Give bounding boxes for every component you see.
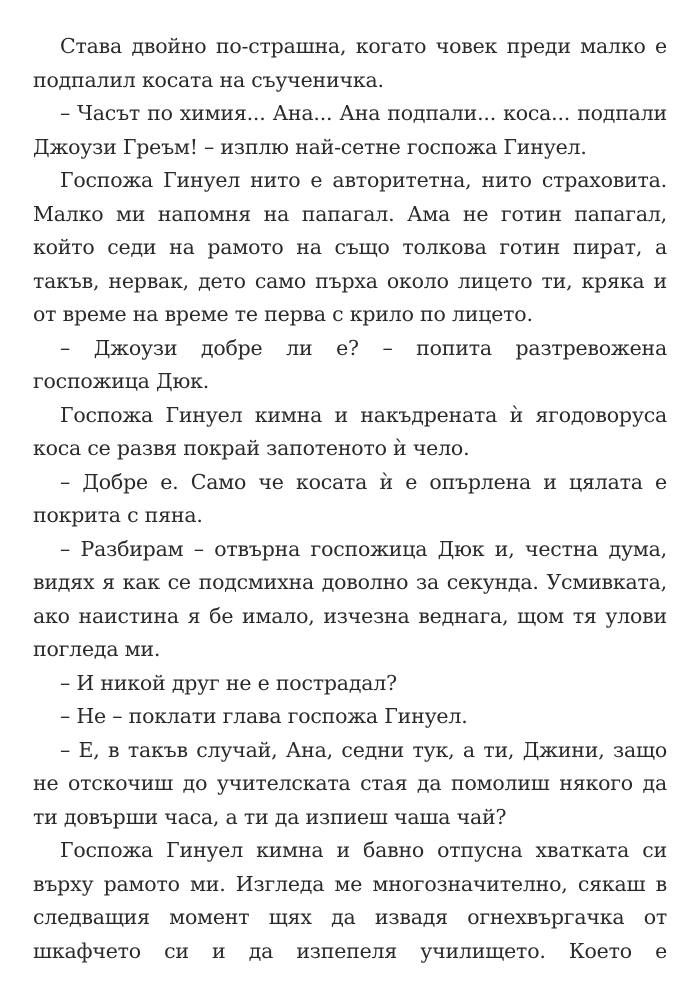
paragraph: Госпожа Гинуел нито е авторитетна, нито страховита. Малко ми напомня на папагал. Ама не готин папагал, който седи на рамото на също толкова готин пират, а такъв, нервак, дето само пърха около лицето ти, кряка и от време на време те перва с крило по лицето.	[33, 168, 667, 326]
paragraph: – И никой друг не е пострадал?	[60, 670, 397, 695]
paragraph: – Джоузи добре ли е? – попита разтревожена госпожица Дюк.	[33, 335, 667, 393]
paragraph: – Часът по химия... Ана... Ана подпали... коса... подпали Джоузи Греъм! – изплю най-сетне госпожа Гинуел.	[33, 101, 667, 159]
paragraph: Госпожа Гинуел кимна и бавно отпусна хватката си върху рамото ми. Изгледа ме многозначително, сякаш в следващия момент щях да извадя огнехвъргачка от шкафчето си и да изпепеля училището. Което е	[33, 838, 667, 963]
paragraph: – Добре е. Само че косата ѝ е опърлена и цялата е покрита с пяна.	[33, 469, 667, 527]
paragraph: Става двойно по-страшна, когато човек преди малко е подпалил косата на съученичка.	[33, 34, 667, 92]
paragraph: Госпожа Гинуел кимна и накъдрената ѝ ягодоворуса коса се развя покрай запотеното ѝ чело.	[33, 402, 667, 460]
book-page	[33, 30, 667, 968]
paragraph: – Разбирам – отвърна госпожица Дюк и, честна дума, видях я как се подсмихна доволно за секунда. Усмивката, ако наистина я бе имало, изчезна веднага, щом тя улови погледа ми.	[33, 536, 667, 661]
paragraph: – Не – поклати глава госпожа Гинуел.	[60, 704, 468, 728]
paragraph: – Е, в такъв случай, Ана, седни тук, а ти, Джини, защо не отскочиш до учителската стая да помолиш някого да ти довърши часа, а ти да изпиеш чаша чай?	[33, 737, 667, 829]
